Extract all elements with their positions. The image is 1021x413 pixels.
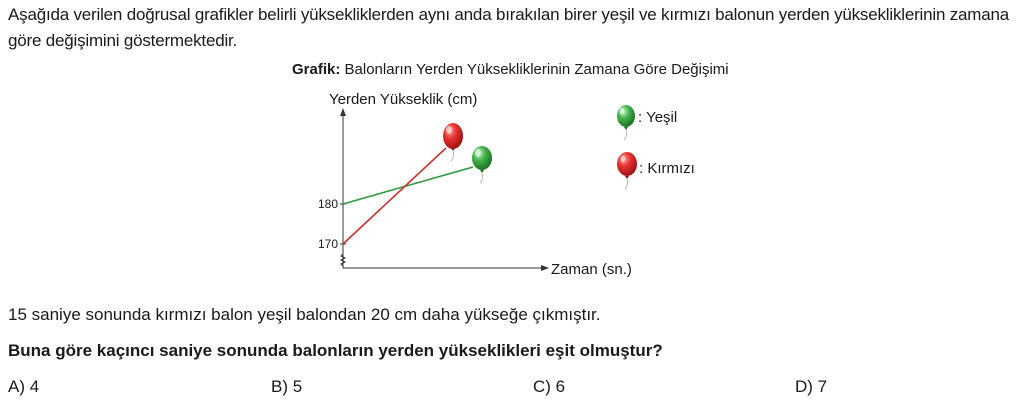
line-chart bbox=[300, 84, 720, 294]
option-c[interactable]: C) 6 bbox=[533, 377, 566, 396]
x-axis-label: Zaman (sn.) bbox=[551, 261, 632, 278]
y-tick-180: 180 bbox=[317, 197, 338, 211]
question-intro: Aşağıda verilen doğrusal grafikler belirli yüksekliklerden aynı anda bırakılan birer yeşil ve kırmızı balonun yerden yüksekliklerinin zamana göre değişimini göstermektedir. bbox=[8, 5, 1009, 50]
legend-label-kirmizi: : Kırmızı bbox=[639, 160, 695, 177]
y-axis-arrow bbox=[340, 108, 346, 116]
question-prompt: Buna göre kaçıncı saniye sonunda balonların yerden yükseklikleri eşit olmuştur? bbox=[8, 341, 663, 360]
option-b[interactable]: B) 5 bbox=[271, 377, 303, 396]
y-axis-label: Yerden Yükseklik (cm) bbox=[329, 91, 478, 108]
red-balloon-icon bbox=[443, 123, 463, 161]
graph-title-prefix: Grafik: bbox=[292, 61, 341, 78]
legend bbox=[617, 105, 695, 189]
legend-green-balloon-icon bbox=[617, 105, 635, 140]
option-d[interactable]: D) 7 bbox=[795, 377, 828, 396]
question-statement: 15 saniye sonunda kırmızı balon yeşil balondan 20 cm daha yükseğe çıkmıştır. bbox=[8, 305, 601, 324]
graph-title-text: Balonların Yerden Yüksekliklerinin Zamana Göre Değişimi bbox=[340, 61, 729, 78]
y-tick-170: 170 bbox=[317, 237, 338, 251]
green-balloon-icon bbox=[472, 146, 492, 183]
x-axis-arrow bbox=[541, 265, 549, 271]
legend-red-balloon-icon bbox=[617, 152, 637, 189]
graph-title bbox=[292, 61, 729, 78]
series-line-yesil bbox=[343, 167, 473, 204]
series-line-kirmizi bbox=[343, 148, 446, 244]
option-a[interactable]: A) 4 bbox=[8, 377, 40, 396]
legend-label-yesil: : Yeşil bbox=[638, 109, 678, 126]
